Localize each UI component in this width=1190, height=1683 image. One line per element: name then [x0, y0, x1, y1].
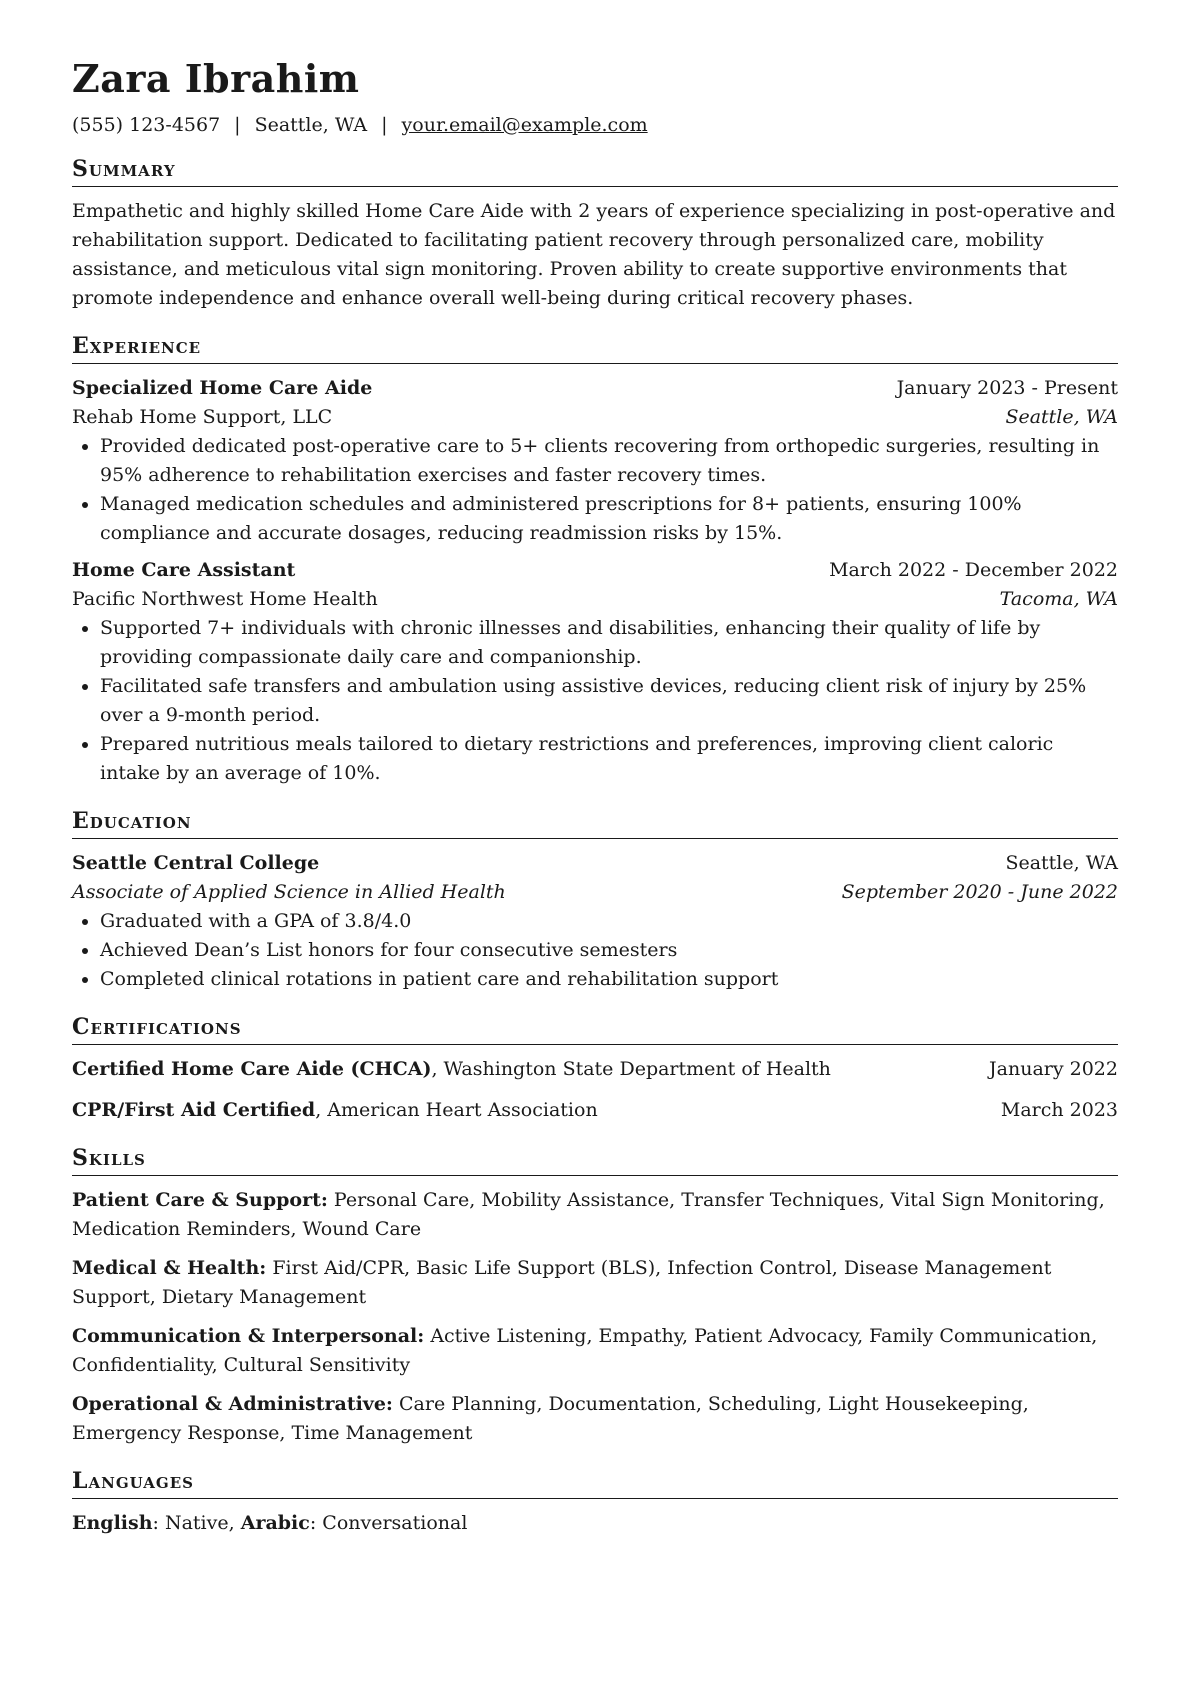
list-item: • Supported 7+ individuals with chronic illnesses and disabilities, enhancing their quality of life by providing compassionate daily care and companionship.	[100, 614, 1118, 672]
job-dates: January 2023 - Present	[896, 376, 1118, 399]
contact-line	[72, 114, 1118, 136]
skill-group	[72, 1322, 1118, 1380]
job-entry	[72, 556, 1118, 788]
education-subheader	[72, 878, 1118, 907]
language-level: : Native,	[152, 1511, 241, 1534]
job-location: Tacoma, WA	[999, 587, 1118, 610]
job-header	[72, 374, 1118, 403]
certification-item	[72, 1096, 1118, 1125]
certification-text	[72, 1096, 598, 1125]
skill-list: First Aid/CPR, Basic Life Support (BLS), Infection Control, Disease Management Support, Dietary Management	[72, 1256, 1052, 1308]
skills-section	[72, 1145, 1118, 1448]
skill-label: Communication & Interpersonal:	[72, 1324, 425, 1347]
summary-section	[72, 156, 1118, 313]
list-item: • Completed clinical rotations in patient care and rehabilitation support	[100, 965, 1118, 994]
section-title: Languages	[72, 1468, 1118, 1499]
certification-name: CPR/First Aid Certified	[72, 1098, 316, 1121]
skill-group	[72, 1390, 1118, 1448]
languages-line	[72, 1509, 1118, 1538]
certification-item	[72, 1055, 1118, 1084]
skill-label: Medical & Health:	[72, 1256, 267, 1279]
certification-issuer: , Washington State Department of Health	[431, 1057, 831, 1080]
section-title: Experience	[72, 333, 1118, 364]
certification-text	[72, 1055, 831, 1084]
certification-issuer: , American Heart Association	[315, 1098, 598, 1121]
degree: Associate of Applied Science in Allied Health	[72, 880, 506, 903]
skill-group	[72, 1254, 1118, 1312]
email-link[interactable]: your.email@example.com	[401, 113, 648, 136]
skill-list: Care Planning, Documentation, Scheduling, Light Housekeeping, Emergency Response, Time Management	[72, 1392, 1029, 1444]
list-item: • Facilitated safe transfers and ambulation using assistive devices, reducing client risk of injury by 25% over a 9-month period.	[100, 672, 1118, 730]
list-item: • Provided dedicated post-operative care to 5+ clients recovering from orthopedic surgeries, resulting in 95% adherence to rehabilitation exercises and faster recovery times.	[100, 432, 1118, 490]
language-level: : Conversational	[309, 1511, 468, 1534]
job-header	[72, 556, 1118, 585]
certification-date: March 2023	[1000, 1098, 1118, 1121]
skill-list: Active Listening, Empathy, Patient Advocacy, Family Communication, Confidentiality, Cultural Sensitivity	[72, 1324, 1098, 1376]
education-section	[72, 808, 1118, 994]
certification-date: January 2022	[989, 1057, 1118, 1080]
list-item: • Graduated with a GPA of 3.8/4.0	[100, 907, 1118, 936]
separator: |	[381, 113, 388, 136]
list-item: • Prepared nutritious meals tailored to dietary restrictions and preferences, improving client caloric intake by an average of 10%.	[100, 730, 1118, 788]
education-dates: September 2020 - June 2022	[841, 880, 1118, 903]
language-name: English	[72, 1511, 153, 1534]
job-role: Home Care Assistant	[72, 558, 296, 581]
certification-name: Certified Home Care Aide (CHCA)	[72, 1057, 432, 1080]
job-location: Seattle, WA	[1005, 405, 1118, 428]
skill-label: Patient Care & Support:	[72, 1188, 328, 1211]
school-location: Seattle, WA	[1005, 851, 1118, 874]
section-title: Education	[72, 808, 1118, 839]
skill-group	[72, 1186, 1118, 1244]
job-bullets	[72, 432, 1118, 548]
location: Seattle, WA	[254, 113, 368, 136]
candidate-name: Zara Ibrahim	[72, 56, 360, 101]
list-item: • Managed medication schedules and administered prescriptions for 8+ patients, ensuring 100% compliance and accurate dosages, reducing readmission risks by 15%.	[100, 490, 1118, 548]
language-name: Arabic	[240, 1511, 310, 1534]
section-title: Skills	[72, 1145, 1118, 1176]
skill-list: Personal Care, Mobility Assistance, Transfer Techniques, Vital Sign Monitoring, Medication Reminders, Wound Care	[72, 1188, 1105, 1240]
languages-section	[72, 1468, 1118, 1538]
job-subheader	[72, 403, 1118, 432]
school-name: Seattle Central College	[72, 851, 320, 874]
skill-label: Operational & Administrative:	[72, 1392, 393, 1415]
job-company: Rehab Home Support, LLC	[72, 405, 333, 428]
job-company: Pacific Northwest Home Health	[72, 587, 378, 610]
job-entry	[72, 374, 1118, 548]
section-title: Certifications	[72, 1014, 1118, 1045]
experience-section	[72, 333, 1118, 788]
job-bullets	[72, 614, 1118, 788]
separator: |	[234, 113, 241, 136]
job-role: Specialized Home Care Aide	[72, 376, 373, 399]
job-subheader	[72, 585, 1118, 614]
list-item: • Achieved Dean’s List honors for four consecutive semesters	[100, 936, 1118, 965]
education-bullets	[72, 907, 1118, 994]
education-header	[72, 849, 1118, 878]
summary-text: Empathetic and highly skilled Home Care Aide with 2 years of experience specializing in post-operative and rehabilitation support. Dedicated to facilitating patient recovery through personalized care, mobility assistance, and meticulous vital sign monitoring. Proven ability to create supportive environments that promote independence and enhance overall well-being during critical recovery phases.	[72, 199, 1116, 309]
job-dates: March 2022 - December 2022	[829, 558, 1118, 581]
section-title: Summary	[72, 156, 1118, 187]
phone: (555) 123-4567	[72, 113, 221, 136]
certifications-section	[72, 1014, 1118, 1125]
